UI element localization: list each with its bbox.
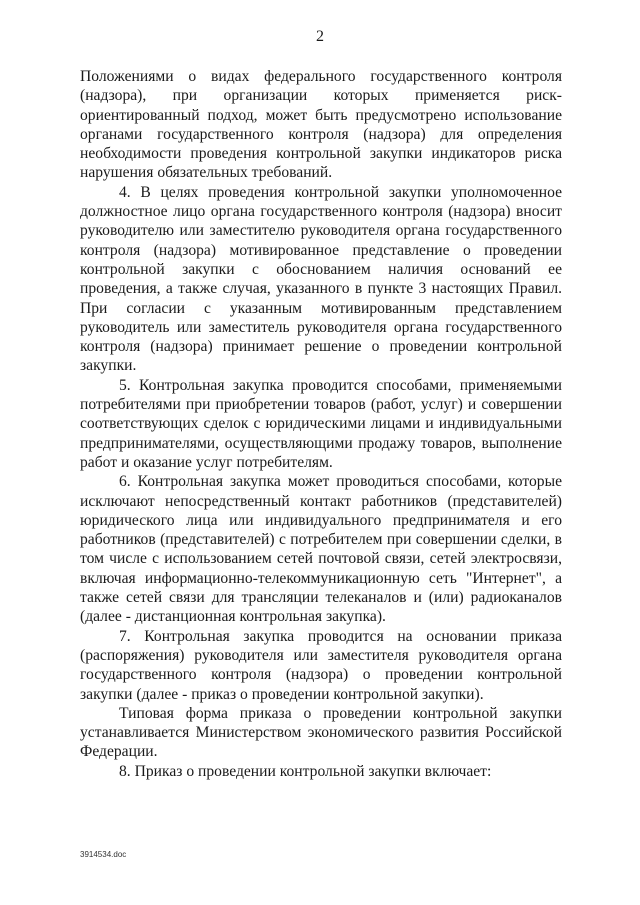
paragraph-item-5: 5. Контрольная закупка проводится способами, применяемыми потребителями при приобретении товаров (работ, услуг) и совершении соответствующих сделок с юридическими лицами и индивидуальными предпринимателями, осуществляющими продажу товаров, выполнение работ и оказание услуг потребителям. xyxy=(80,376,562,471)
paragraph-item-8: 8. Приказ о проведении контрольной закупки включает: xyxy=(119,762,492,780)
paragraph-item-7: 7. Контрольная закупка проводится на основании приказа (распоряжения) руководителя или заместителя руководителя органа государственного контроля (надзора) о проведении контрольной закупки (далее - приказ о проведении контрольной закупки). xyxy=(80,627,562,703)
file-name-footer: 3914534.doc xyxy=(80,850,127,859)
document-body xyxy=(80,67,562,781)
paragraph-item-6: 6. Контрольная закупка может проводиться способами, которые исключают непосредственный контакт работников (представителей) юридического лица или индивидуального предпринимателя и его работников (представителей) с потребителем при совершении сделки, в том числе с использованием сетей почтовой связи, сетей электросвязи, включая информационно-телекоммуникационную сеть "Интернет", а также сетей связи для трансляции телеканалов и (или) радиоканалов (далее - дистанционная контрольная закупка). xyxy=(80,473,562,626)
paragraph-item-4: 4. В целях проведения контрольной закупки уполномоченное должностное лицо органа государственного контроля (надзора) вносит руководителю или заместителю руководителя органа государственного контроля (надзора) мотивированное представление о проведении контрольной закупки с обоснованием наличия оснований ее проведения, а также случая, указанного в пункте 3 настоящих Правил. При согласии с указанным мотивированным представлением руководитель или заместитель руководителя органа государственного контроля (надзора) принимает решение о проведении контрольной закупки. xyxy=(80,183,562,375)
page-number: 2 xyxy=(316,28,324,45)
paragraph-1-continuation: Положениями о видах федерального государственного контроля (надзора), при организации которых применяется риск-ориентированный подход, может быть предусмотрено использование органами государственного контроля (надзора) для определения необходимости проведения контрольной закупки индикаторов риска нарушения обязательных требований. xyxy=(80,68,562,182)
paragraph-standard-form: Типовая форма приказа о проведении контрольной закупки устанавливается Министерством экономического развития Российской Федерации. xyxy=(80,704,562,761)
